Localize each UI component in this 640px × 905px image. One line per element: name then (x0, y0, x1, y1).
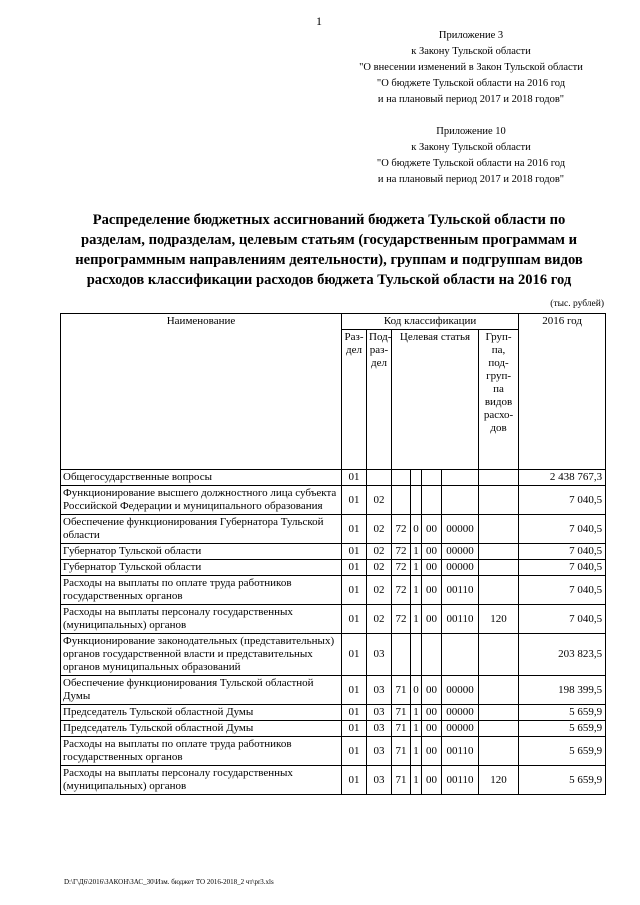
cell-section: 01 (342, 721, 367, 737)
cell-subsection: 02 (367, 515, 392, 544)
cell-name: Функционирование высшего должностного лица субъекта Российской Федерации и муниципального образования (61, 486, 342, 515)
cell-target-subprogram: 0 (411, 676, 422, 705)
cell-section: 01 (342, 544, 367, 560)
appendix-line: "О внесении изменений в Закон Тульской области (359, 62, 583, 73)
cell-subsection: 02 (367, 605, 392, 634)
header-code-group: Код классификации (342, 314, 519, 330)
cell-target-subprogram: 1 (411, 544, 422, 560)
appendix-line: "О бюджете Тульской области на 2016 год (376, 158, 566, 169)
cell-target-subprogram: 1 (411, 721, 422, 737)
cell-target-subprogram: 0 (411, 515, 422, 544)
cell-section: 01 (342, 515, 367, 544)
cell-amount: 5 659,9 (519, 721, 606, 737)
cell-amount: 7 040,5 (519, 576, 606, 605)
cell-amount: 7 040,5 (519, 605, 606, 634)
cell-section: 01 (342, 705, 367, 721)
cell-name: Общегосударственные вопросы (61, 470, 342, 486)
cell-expense-group (479, 486, 519, 515)
cell-name: Расходы на выплаты персоналу государственных (муниципальных) органов (61, 766, 342, 795)
cell-amount: 5 659,9 (519, 737, 606, 766)
cell-section: 01 (342, 605, 367, 634)
cell-subsection: 02 (367, 560, 392, 576)
table-row (61, 470, 606, 486)
cell-amount: 7 040,5 (519, 560, 606, 576)
cell-amount: 7 040,5 (519, 544, 606, 560)
cell-target-event (422, 470, 442, 486)
cell-target-program: 72 (392, 576, 411, 605)
cell-subsection: 03 (367, 634, 392, 676)
cell-name: Расходы на выплаты по оплате труда работников государственных органов (61, 576, 342, 605)
page-number: 1 (316, 14, 322, 28)
cell-section: 01 (342, 470, 367, 486)
cell-target-event: 00 (422, 605, 442, 634)
appendix-line: "О бюджете Тульской области на 2016 год (376, 78, 566, 89)
cell-target-subprogram: 1 (411, 605, 422, 634)
cell-expense-group (479, 737, 519, 766)
document-title (64, 210, 594, 290)
cell-target-event (422, 634, 442, 676)
cell-target-event: 00 (422, 560, 442, 576)
cell-section: 01 (342, 737, 367, 766)
table-row (61, 676, 606, 705)
cell-target-event: 00 (422, 766, 442, 795)
cell-target-direction: 00000 (442, 544, 479, 560)
budget-table (60, 313, 606, 795)
cell-target-event: 00 (422, 576, 442, 605)
cell-target-program (392, 634, 411, 676)
cell-name: Функционирование законодательных (представительных) органов государственной власти и представительных органов муниципальных образований (61, 634, 342, 676)
cell-target-program: 72 (392, 515, 411, 544)
cell-target-event: 00 (422, 721, 442, 737)
cell-subsection: 03 (367, 676, 392, 705)
cell-target-program: 72 (392, 560, 411, 576)
cell-expense-group (479, 705, 519, 721)
header-target: Целевая статья (392, 330, 479, 470)
cell-target-event: 00 (422, 705, 442, 721)
cell-amount: 7 040,5 (519, 486, 606, 515)
header-expense-group: Груп- па, под- груп- па видов расхо- дов (479, 330, 519, 470)
cell-target-program: 71 (392, 766, 411, 795)
table-row (61, 634, 606, 676)
cell-amount: 198 399,5 (519, 676, 606, 705)
cell-name: Обеспечение функционирования Губернатора Тульской области (61, 515, 342, 544)
cell-target-subprogram: 1 (411, 576, 422, 605)
table-row (61, 544, 606, 560)
cell-target-program: 71 (392, 676, 411, 705)
cell-expense-group (479, 470, 519, 486)
cell-section: 01 (342, 766, 367, 795)
cell-subsection: 02 (367, 576, 392, 605)
table-row (61, 576, 606, 605)
cell-target-direction: 00000 (442, 721, 479, 737)
cell-section: 01 (342, 634, 367, 676)
cell-section: 01 (342, 560, 367, 576)
cell-amount: 5 659,9 (519, 705, 606, 721)
cell-subsection (367, 470, 392, 486)
table-row (61, 515, 606, 544)
appendix-line: Приложение 10 (436, 126, 506, 137)
table-row (61, 486, 606, 515)
cell-target-subprogram: 1 (411, 560, 422, 576)
cell-target-program (392, 486, 411, 515)
header-subsection: Под- раз- дел (367, 330, 392, 470)
table-row (61, 737, 606, 766)
cell-target-direction: 00110 (442, 576, 479, 605)
cell-target-direction: 00110 (442, 737, 479, 766)
cell-amount: 5 659,9 (519, 766, 606, 795)
appendix-line: и на плановый период 2017 и 2018 годов" (377, 94, 565, 105)
cell-target-direction (442, 634, 479, 676)
cell-target-direction (442, 486, 479, 515)
title-line: разделам, подразделам, целевым статьям (государственным программам и (80, 232, 577, 248)
cell-target-subprogram: 1 (411, 737, 422, 766)
cell-target-event: 00 (422, 515, 442, 544)
cell-subsection: 02 (367, 486, 392, 515)
cell-name: Обеспечение функционирования Тульской областной Думы (61, 676, 342, 705)
cell-section: 01 (342, 676, 367, 705)
cell-subsection: 02 (367, 544, 392, 560)
cell-expense-group (479, 544, 519, 560)
cell-name: Председатель Тульской областной Думы (61, 721, 342, 737)
cell-target-event: 00 (422, 737, 442, 766)
cell-target-subprogram: 1 (411, 705, 422, 721)
cell-target-program: 71 (392, 705, 411, 721)
cell-name: Губернатор Тульской области (61, 560, 342, 576)
cell-target-subprogram (411, 486, 422, 515)
cell-expense-group: 120 (479, 605, 519, 634)
cell-target-direction: 00000 (442, 705, 479, 721)
appendix-line: Приложение 3 (438, 30, 504, 41)
cell-name: Расходы на выплаты по оплате труда работников государственных органов (61, 737, 342, 766)
title-line: непрограммным направлениям деятельности), группам и подгруппам видов (75, 252, 583, 268)
cell-target-direction: 00110 (442, 605, 479, 634)
cell-subsection: 03 (367, 766, 392, 795)
header-year: 2016 год (519, 314, 606, 470)
cell-target-program: 72 (392, 544, 411, 560)
table-row (61, 560, 606, 576)
cell-expense-group: 120 (479, 766, 519, 795)
cell-target-direction: 00110 (442, 766, 479, 795)
cell-subsection: 03 (367, 705, 392, 721)
cell-amount: 203 823,5 (519, 634, 606, 676)
cell-target-program: 71 (392, 737, 411, 766)
title-line: расходов классификации расходов бюджета Тульской области на 2016 год (86, 272, 572, 288)
cell-target-direction: 00000 (442, 560, 479, 576)
appendix-line: и на плановый период 2017 и 2018 годов" (377, 174, 565, 185)
cell-target-event: 00 (422, 544, 442, 560)
title-line: Распределение бюджетных ассигнований бюджета Тульской области по (92, 212, 566, 228)
cell-target-event (422, 486, 442, 515)
table-body (61, 470, 606, 795)
footer-file-path: D:\Г\Д6\2016\ЗАКОН\ЗАС_30\Изм. бюджет ТО 2016-2018_2 чт\pr3.xls (64, 878, 274, 886)
cell-expense-group (479, 634, 519, 676)
cell-target-direction: 00000 (442, 515, 479, 544)
cell-expense-group (479, 721, 519, 737)
cell-section: 01 (342, 486, 367, 515)
table-row (61, 605, 606, 634)
cell-name: Расходы на выплаты персоналу государственных (муниципальных) органов (61, 605, 342, 634)
cell-target-subprogram (411, 634, 422, 676)
table-row (61, 766, 606, 795)
cell-subsection: 03 (367, 737, 392, 766)
units-label: (тыс. рублей) (550, 299, 604, 309)
appendix-10-header (330, 124, 612, 188)
cell-target-program: 71 (392, 721, 411, 737)
cell-target-subprogram: 1 (411, 766, 422, 795)
cell-target-subprogram (411, 470, 422, 486)
cell-target-direction (442, 470, 479, 486)
cell-amount: 7 040,5 (519, 515, 606, 544)
cell-name: Губернатор Тульской области (61, 544, 342, 560)
appendix-3-header (330, 28, 612, 108)
appendix-line: к Закону Тульской области (411, 46, 531, 57)
header-section: Раз- дел (342, 330, 367, 470)
table-row (61, 705, 606, 721)
cell-amount: 2 438 767,3 (519, 470, 606, 486)
cell-expense-group (479, 515, 519, 544)
cell-target-direction: 00000 (442, 676, 479, 705)
cell-target-event: 00 (422, 676, 442, 705)
cell-expense-group (479, 576, 519, 605)
cell-target-program: 72 (392, 605, 411, 634)
appendix-line: к Закону Тульской области (411, 142, 531, 153)
table-row (61, 721, 606, 737)
cell-name: Председатель Тульской областной Думы (61, 705, 342, 721)
cell-section: 01 (342, 576, 367, 605)
cell-subsection: 03 (367, 721, 392, 737)
cell-target-program (392, 470, 411, 486)
cell-expense-group (479, 560, 519, 576)
cell-expense-group (479, 676, 519, 705)
header-name: Наименование (61, 314, 342, 470)
